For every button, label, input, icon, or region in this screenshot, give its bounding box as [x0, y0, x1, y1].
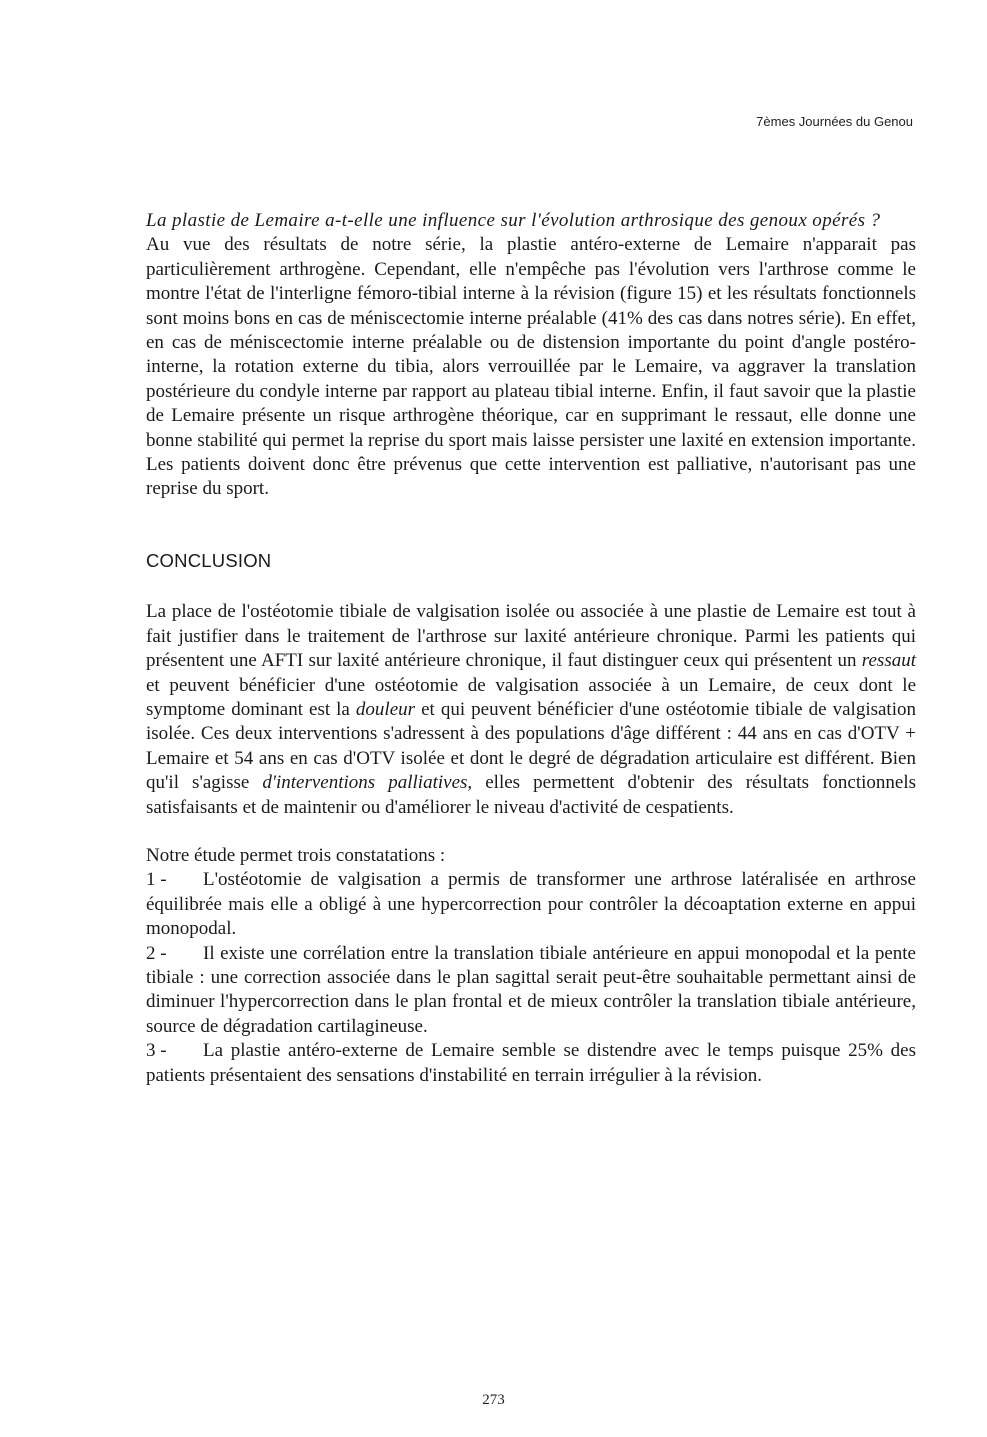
emphasis-douleur: douleur [355, 698, 416, 720]
emphasis-interventions-palliatives: d'interventions palliatives [262, 772, 468, 794]
finding-item [146, 868, 916, 941]
finding-number: 2 - [146, 942, 167, 964]
page-body [146, 209, 916, 1088]
question-heading: La plastie de Lemaire a-t-elle une influence sur l'évolution arthrosique des genoux opérés ? [146, 210, 881, 231]
finding-text: La plastie antéro-externe de Lemaire semble se distendre avec le temps puisque 25% des patients présentaient des sensations d'instabilité en terrain irrégulier à la révision. [146, 1040, 916, 1086]
finding-text: L'ostéotomie de valgisation a permis de transformer une arthrose latéralisée en arthrose équilibrée mais elle a obligé à une hypercorrection pour contrôler la décoaptation externe en appui monopodal. [146, 869, 916, 940]
conclusion-text-1: La place de l'ostéotomie tibiale de valgisation isolée ou associée à une plastie de Lemaire est tout à fait justifier dans le traitement de l'arthrose sur laxité antérieure chronique. Parmi les patients qui présentent une AFTI sur laxité antérieure chronique, il faut distinguer ceux qui présentent un [146, 601, 916, 672]
conclusion-text-4: , elles permettent d'obtenir des résultats fonctionnels satisfaisants et de maintenir ou d'améliorer le niveau d'activité de cespatients. [146, 772, 917, 818]
conclusion-text-2: et peuvent bénéficier d'une ostéotomie de valgisation associée à un Lemaire, de ceux dont le symptome dominant est la [146, 674, 916, 720]
page-number: 273 [482, 1392, 505, 1408]
discussion-paragraph: Au vue des résultats de notre série, la plastie antéro-externe de Lemaire n'apparait pas particulièrement arthrogène. Cependant, elle n'empêche pas l'évolution vers l'arthrose comme le montre l'état de l'interligne fémoro-tibial interne à la révision (figure 15) et les résultats fonctionnels sont moins bons en cas de méniscectomie interne préalable (41% des cas dans notres série). En effet, en cas de méniscectomie interne préalable ou de distension importante du point d'angle postéro-interne, la rotation externe du tibia, alors verrouillée par le Lemaire, va aggraver la translation postérieure du condyle interne par rapport au plateau tibial interne. Enfin, il faut savoir que la plastie de Lemaire présente un risque arthrogène théorique, car en supprimant le ressaut, elle donne une bonne stabilité qui permet la reprise du sport mais laisse persister une laxité en extension importante. Les patients doivent donc être prévenus que cette intervention est palliative, n'autorisant pas une reprise du sport. [146, 234, 916, 500]
finding-number: 1 - [146, 869, 167, 891]
running-header: 7èmes Journées du Genou [756, 114, 913, 129]
findings-block [146, 844, 916, 1088]
finding-item [146, 1039, 916, 1088]
finding-item [146, 942, 916, 1040]
conclusion-text-3: et qui peuvent bénéficier d'une ostéotomie tibiale de valgisation isolée. Ces deux interventions s'adressent à des populations d'âge différent : 44 ans en cas d'OTV + Lemaire et 54 ans en cas d'OTV isolée et dont le degré de dégradation articulaire est différent. Bien qu'il s'agisse [146, 698, 916, 794]
finding-text: Il existe une corrélation entre la translation tibiale antérieure en appui monopodal et la pente tibiale : une correction associée dans le plan sagittal serait peut-être souhaitable permettant ainsi de diminuer l'hypercorrection dans le plan frontal et de mieux contrôler la translation tibiale antérieure, source de dégradation cartilagineuse. [146, 942, 916, 1037]
section-heading-conclusion: CONCLUSION [146, 549, 272, 571]
emphasis-ressaut: ressaut [861, 650, 916, 672]
findings-intro: Notre étude permet trois constatations : [146, 844, 446, 866]
finding-number: 3 - [146, 1040, 167, 1062]
conclusion-paragraph [146, 600, 916, 820]
